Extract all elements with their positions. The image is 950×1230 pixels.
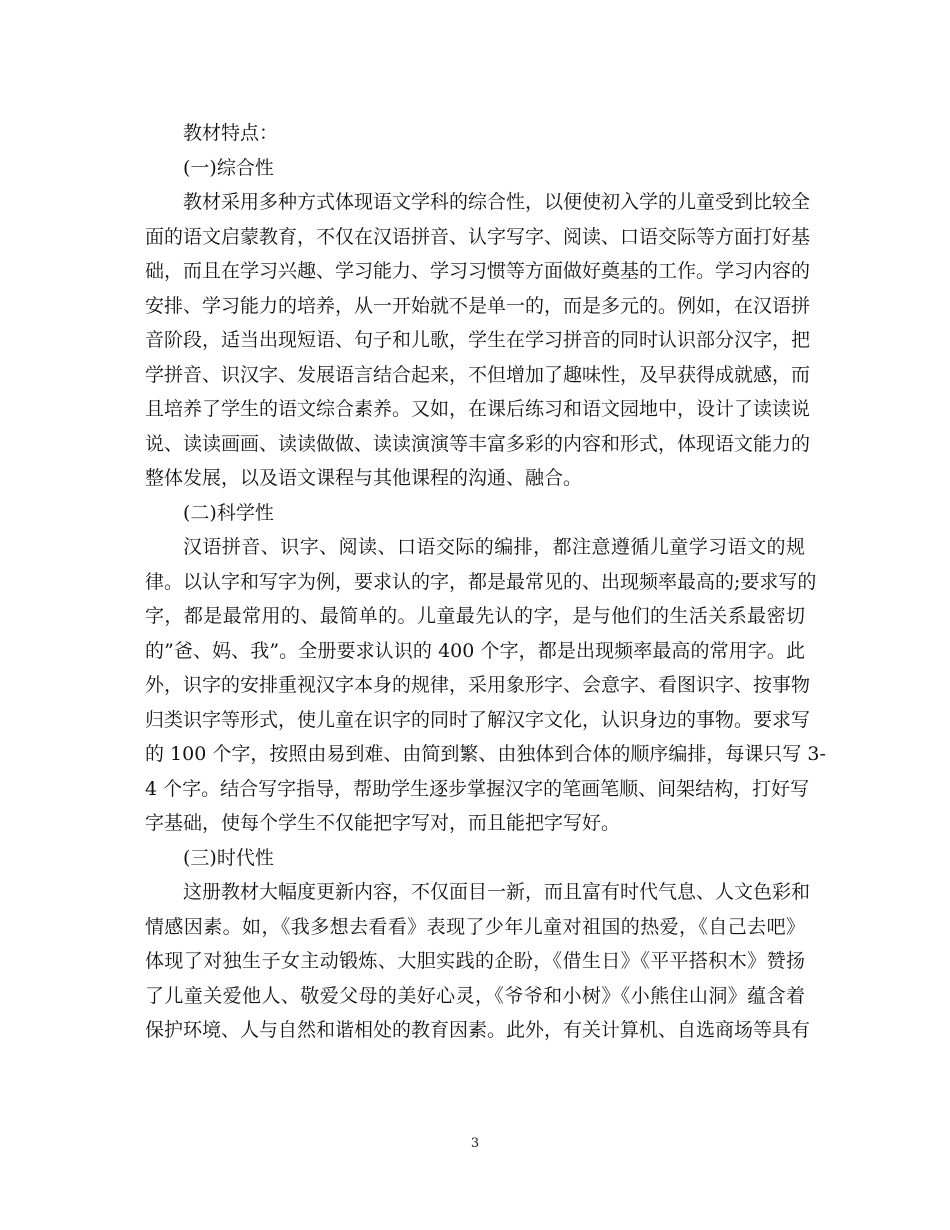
section-paragraph-scientific — [145, 530, 826, 841]
section-heading-scientific: (二)科学性 — [183, 501, 274, 524]
paragraph-line: 整体发展，以及语文课程与其他课程的沟通、融合。 — [145, 467, 583, 489]
paragraph-line: 的 100 个字，按照由易到难、由简到繁、由独体到合体的顺序编排，每课只写 3- — [145, 743, 826, 765]
section-heading-contemporary: (三)时代性 — [183, 846, 274, 869]
section-paragraph-contemporary — [145, 875, 811, 1048]
paragraph-line: 汉语拼音、识字、阅读、口语交际的编排，都注意遵循儿童学习语文的规 — [183, 536, 805, 558]
paragraph-line: 4 个字。结合写字指导，帮助学生逐步掌握汉字的笔画笔顺、间架结构，打好写 — [145, 777, 810, 800]
paragraph-line: 情感因素。如，《我多想去看看》表现了少年儿童对祖国的热爱，《自己去吧》 — [145, 915, 805, 938]
document-body — [145, 116, 826, 1048]
paragraph-line: 安排、学习能力的培养，从一开始就不是单一的，而是多元的。例如，在汉语拼 — [145, 294, 811, 317]
paragraph-line: 础，而且在学习兴趣、学习能力、学习习惯等方面做好奠基的工作。学习内容的 — [145, 260, 811, 282]
section-heading-comprehensive: (一)综合性 — [183, 156, 274, 179]
paragraph-line: 体现了对独生子女主动锻炼、大胆实践的企盼，《借生日》《平平搭积木》赞扬 — [145, 950, 805, 972]
paragraph-line: 说、读读画画、读读做做、读读演演等丰富多彩的内容和形式，体现语文能力的 — [145, 432, 811, 455]
paragraph-line: 学拼音、识汉字、发展语言结合起来，不但增加了趣味性，及早获得成就感，而 — [145, 363, 811, 386]
paragraph-line: 了儿童关爱他人、敬爱父母的美好心灵，《爷爷和小树》《小熊住山洞》蕴含着 — [145, 984, 805, 1007]
page-number: 3 — [470, 1136, 480, 1151]
section-paragraph-comprehensive — [145, 185, 811, 496]
paragraph-line: 的”爸、妈、我”。全册要求认识的 400 个字，都是出现频率最高的常用字。此 — [145, 639, 805, 662]
paragraph-line: 字基础，使每个学生不仅能把字写对，而且能把字写好。 — [145, 812, 621, 834]
paragraph-line: 这册教材大幅度更新内容，不仅面目一新，而且富有时代气息、人文色彩和 — [183, 881, 811, 903]
paragraph-line: 律。以认字和写字为例，要求认的字，都是最常见的、出现频率最高的;要求写的 — [145, 570, 817, 593]
paragraph-line: 音阶段，适当出现短语、句子和儿歌，学生在学习拼音的同时认识部分汉字，把 — [145, 329, 811, 351]
paragraph-line: 保护环境、人与自然和谐相处的教育因素。此外，有关计算机、自选商场等具有 — [145, 1019, 811, 1041]
paragraph-line: 面的语文启蒙教育，不仅在汉语拼音、认字写字、阅读、口语交际等方面打好基 — [145, 225, 811, 248]
intro-label: 教材特点： — [183, 122, 279, 144]
paragraph-line: 且培养了学生的语文综合素养。又如，在课后练习和语文园地中，设计了读读说 — [145, 398, 811, 420]
paragraph-line: 字，都是最常用的、最简单的。儿童最先认的字，是与他们的生活关系最密切 — [145, 605, 805, 627]
paragraph-line: 归类识字等形式，使儿童在识字的同时了解汉字文化，认识身边的事物。要求写 — [145, 708, 811, 731]
paragraph-line: 教材采用多种方式体现语文学科的综合性，以便使初入学的儿童受到比较全 — [183, 191, 811, 213]
paragraph-line: 外，识字的安排重视汉字本身的规律，采用象形字、会意字、看图识字、按事物 — [145, 674, 811, 696]
